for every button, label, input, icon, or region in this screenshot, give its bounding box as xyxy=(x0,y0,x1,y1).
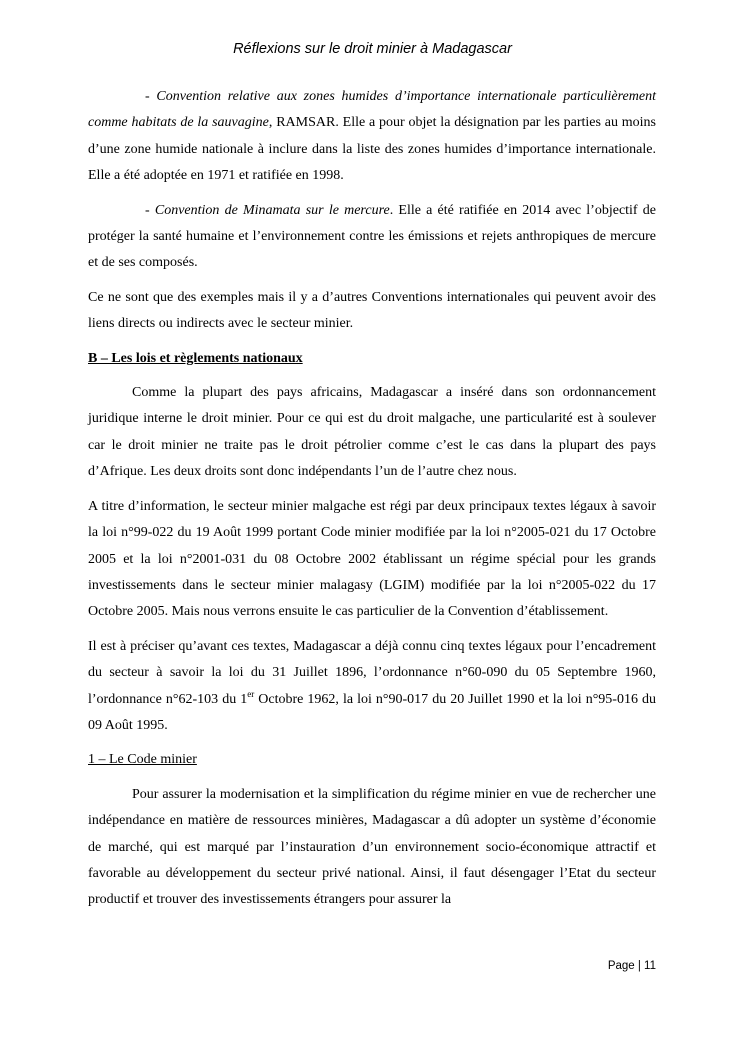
bullet-dash: - xyxy=(145,202,155,218)
convention-title-ramsar: Convention relative aux zones humides d’importance internationale particulièrement comme habitats de la sauvagine xyxy=(88,89,656,131)
bullet-dash: - xyxy=(145,89,157,104)
section-heading-b: B – Les lois et règlements nationaux xyxy=(88,350,303,366)
paragraph-examples: Ce ne sont que des exemples mais il y a d’autres Conventions internationales qui peuvent avoir des liens directs ou indirects avec le secteur minier. xyxy=(88,289,656,332)
paragraph-text: , RAMSAR. Elle a pour objet la désignation par les parties au moins d’une zone humide nationale à inclure dans la liste des zones humides d’importance internationale. Elle a été adoptée en 1971 et ratifiée en 1998. xyxy=(88,115,656,184)
paragraph-legal-texts: A titre d’information, le secteur minier malgache est régi par deux principaux textes légaux à savoir la loi n°99-022 du 19 Août 1999 portant Code minier modifiée par la loi n°2005-021 du 17 Octobre 2005 et la loi n°2001-031 du 08 Octobre 2002 établissant un régime spécial pour les grands investissements dans le secteur minier malagasy (LGIM) modifiée par la loi n°2005-022 du 17 Octobre 2005. Mais nous verrons ensuite le cas particulier de la Convention d’établissement. xyxy=(88,498,656,620)
paragraph-previous-texts xyxy=(88,634,656,740)
paragraph-text: Octobre 1962, la loi n°90-017 du 20 Juillet 1990 et la loi n°95-016 du 09 Août 1995. xyxy=(88,691,657,733)
subsection-heading-code-minier: 1 – Le Code minier xyxy=(88,752,197,768)
superscript: er xyxy=(247,688,255,699)
paragraph-ramsar xyxy=(88,84,656,190)
paragraph-text: . Elle a été ratifiée en 2014 avec l’objectif de protéger la santé humaine et l’environnement contre les émissions et rejets anthropiques de mercure et de ses composés. xyxy=(88,202,656,271)
convention-title-minamata: Convention de Minamata sur le mercure xyxy=(154,202,390,218)
paragraph-minamata xyxy=(88,198,656,277)
page-number: Page | 11 xyxy=(607,960,656,972)
paragraph-african-countries: Comme la plupart des pays africains, Madagascar a inséré dans son ordonnancement juridique interne le droit minier. Pour ce qui est du droit malgache, une particularité est à soulever car le droit minier ne traite pas le droit pétrolier comme c’est le cas dans la plupart des pays d’Afrique. Les deux droits sont donc indépendants l’un de l’autre chez nous. xyxy=(88,385,656,480)
running-header: Réflexions sur le droit minier à Madagascar xyxy=(233,41,512,57)
page-body xyxy=(88,84,656,922)
paragraph-modernisation: Pour assurer la modernisation et la simplification du régime minier en vue de rechercher une indépendance en matière de ressources minières, Madagascar a dû adopter un système d’économie de marché, qui est marqué par l’instauration d’un environnement socio-économique attractif et favorable au développement du secteur privé national. Ainsi, il faut désengager l’Etat du secteur productif et trouver des investissements étrangers pour assurer la xyxy=(88,786,656,908)
paragraph-text: Il est à préciser qu’avant ces textes, Madagascar a déjà connu cinq textes légaux pour l’encadrement du secteur à savoir la loi du 31 Juillet 1896, l’ordonnance n°60-090 du 05 Septembre 1960, l’ordonnance n°62-103 du 1 xyxy=(88,638,656,707)
